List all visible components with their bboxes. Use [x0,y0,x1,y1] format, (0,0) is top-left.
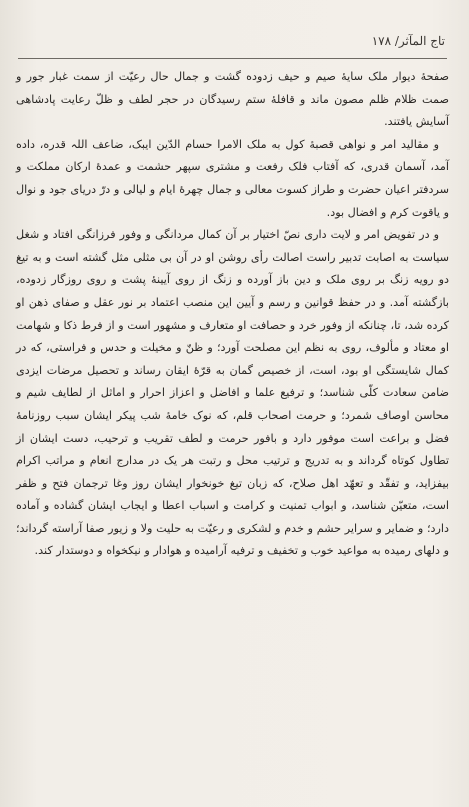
page-body [16,66,449,563]
paragraph-2: و مقالید امر و نواهی قصبهٔ کول به ملک الامرا حسام الدّین ایبک، ضاعف اللہ قدره، داده آمد، آسمان قدری، که آفتاب فلک رفعت و مشتری سپهر حشمت و عمدهٔ ارکان مملکت و سردفتر اعیان حضرت و طراز کسوت معالی و جمال چهرهٔ ایام و لیالی و درّ دریای جود و نوال و یاقوت کرم و افضال بود. [16,137,449,219]
paragraph-1: صفحهٔ دیوار ملک سایهٔ صیم و حیف زدوده گشت و جمال حال رعیّت از سمت غبار جور و صمت ظلام ظلم مصون ماند و قافلهٔ ستم رسیدگان در حجر لطف و ظلّ رعایت پادشاهی آسایش یافتند. [16,70,449,129]
running-header: تاج المآثر/ ۱۷۸ [371,34,445,48]
header-rule [18,58,447,59]
paragraph-3: و در تفویض امر و لایت داری نصّ اختیار بر آن کمال مردانگی و وفور فرزانگی افتاد و شغل سیاست به اصابت تدبیر راست اصالت رأی روشن او در آن بی مثلی مثل گشته است و به تیغ دو رویه زنگ بر روی ملک و دین باز آورده و زنگ از روی آیینهٔ پشت و روی روزگار زدوده، بازگشته آمد. و در حفظ قوانین و رسم و آیین این منصب اعتماد بر نور عقل و صفای ذهن او کرده شد، تا، چنانکه از وفور خرد و حصافت او متعارف و مشهور است و از فرط ذکا و شهامت او معتاد و مألوف، روی به نظم این مصلحت آورد؛ و ظنّ و مخیلت و حدس و فراستی، که در کمال شایستگی او بود، است، از خصیص گمان به قرّهٔ ایقان رساند و تحصیل مرضات ایزدی ضامن سعادت کلّی شناسد؛ و ترفیع علما و افاضل و اعزاز احرار و اماثل از لطایف شیم و محاسن اوصاف شمرد؛ و حرمت اصحاب قلم، که نوک خامهٔ شب پیکر ایشان سبب روزنامهٔ فضل و براعت است موفور دارد و بافور حرمت و لطف تقریب و ترحیب، دست ایشان از تطاول کوتاه گرداند و به تدریج و ترتیب محل و رتبت هر یک در مدارج انعام و مراتب اکرام بیفزاید، و تفقّد و تعهّد اهل صلاح، که زبان تیغ خونخوار ایشان روز وغا ترجمان فتح و ظفر است، متعیّن شناسد، و ابواب تمنیت و کرامت و اسباب اعطا و ایجاب ایشان گشاده و آماده دارد؛ و ضمایر و سرایر حشم و خدم و لشکری و رعیّت به حلیت ولا و زیور صفا آراسته گرداند؛ و دلهای رمیده به مواعید خوب و تخفیف و ترفیه آرامیده و هوادار و نیکخواه و دوستدار کند. [16,228,449,558]
